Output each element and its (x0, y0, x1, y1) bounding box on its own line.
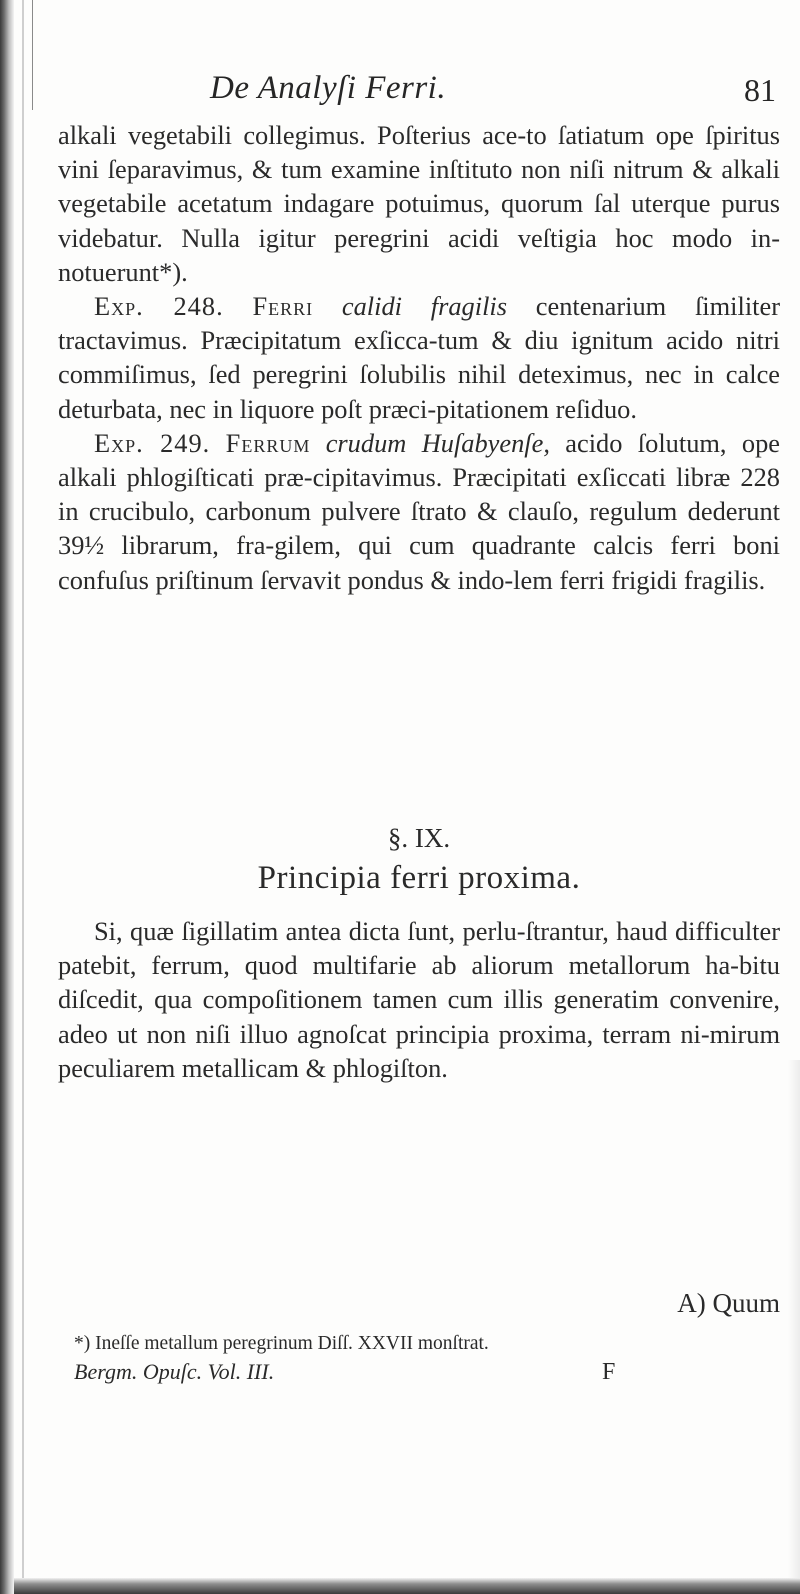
signature-mark: F (602, 1359, 616, 1385)
paragraph-continuation: alkali vegetabili collegimus. Poſterius ace-to ſatiatum ope ſpiritus vini ſeparavimus, & tum examine inſtituto non niſi nitrum & alkali vegetabile acetatum indagare potuimus, quorum ſal uterque purus videbatur. Nulla igitur peregrini acidi veſtigia hoc modo in-notuerunt*). (58, 120, 780, 287)
section-paragraph: Si, quæ ſigillatim antea dicta ſunt, perlu-ſtrantur, haud difficulter patebit, ferrum, quod multifarie ab aliorum metallorum ha-bitu diſcedit, qua compoſitionem tamen cum illis generatim convenire, adeo ut non niſi illuo agnoſcat principia proxima, terram ni-mirum peculiarem metallicam & phlogiſton. (58, 916, 780, 1083)
exp-249-subject-italic: crudum Huſabyenſe, (325, 427, 550, 458)
running-title: De Analyſi Ferri. (210, 70, 447, 106)
main-text (58, 118, 780, 597)
section-text (58, 914, 780, 1085)
scan-edge-bottom (14, 1578, 800, 1594)
paragraph-exp-249 (58, 426, 780, 597)
footnote: *) Ineſſe metallum peregrinum Diſſ. XXVII monſtrat. (74, 1333, 489, 1354)
catchword: A) Quum (677, 1288, 780, 1318)
scan-edge-left (0, 0, 14, 1594)
running-header (60, 66, 776, 116)
signature-line (74, 1358, 774, 1386)
exp-248-label: Exp. 248. (94, 291, 224, 322)
paragraph-exp-248 (58, 289, 780, 426)
exp-249-label: Exp. 249. (94, 427, 211, 458)
scan-edge-mark (32, 0, 33, 110)
scan-edge-line (22, 0, 24, 1594)
section-title: Principia ferri proxima. (257, 860, 581, 896)
exp-248-subject-italic: calidi fragilis (341, 291, 508, 322)
exp-249-text: acido ſolutum, ope alkali phlogiſticati præ-cipitavimus. Præcipitati exſiccati libræ 228 in crucibulo, carbonum pulvere ſtrato & clauſo, regulum dederunt 39½ librarum, fra-gilem, qui cum quadrante calcis ferri boni confuſus priſtinum ſervavit pondus & indo-lem ferri frigidi fragilis. (58, 427, 780, 595)
exp-249-subject: Ferrum (225, 427, 311, 458)
scan-edge-right (788, 1060, 800, 1594)
section-number: §. IX. (387, 823, 451, 853)
signature-text: Bergm. Opuſc. Vol. III. (74, 1359, 275, 1384)
exp-248-text: centenarium ſimiliter tractavimus. Præcipitatum exſicca-tum & diu ignitum acido nitri commiſimus, ſed peregrini ſolubilis nihil deteximus, nec in calce deturbata, nec in liquore poſt præci-pitationem reſiduo. (58, 291, 780, 424)
page-number: 81 (744, 72, 776, 108)
exp-248-subject: Ferri (252, 291, 314, 322)
